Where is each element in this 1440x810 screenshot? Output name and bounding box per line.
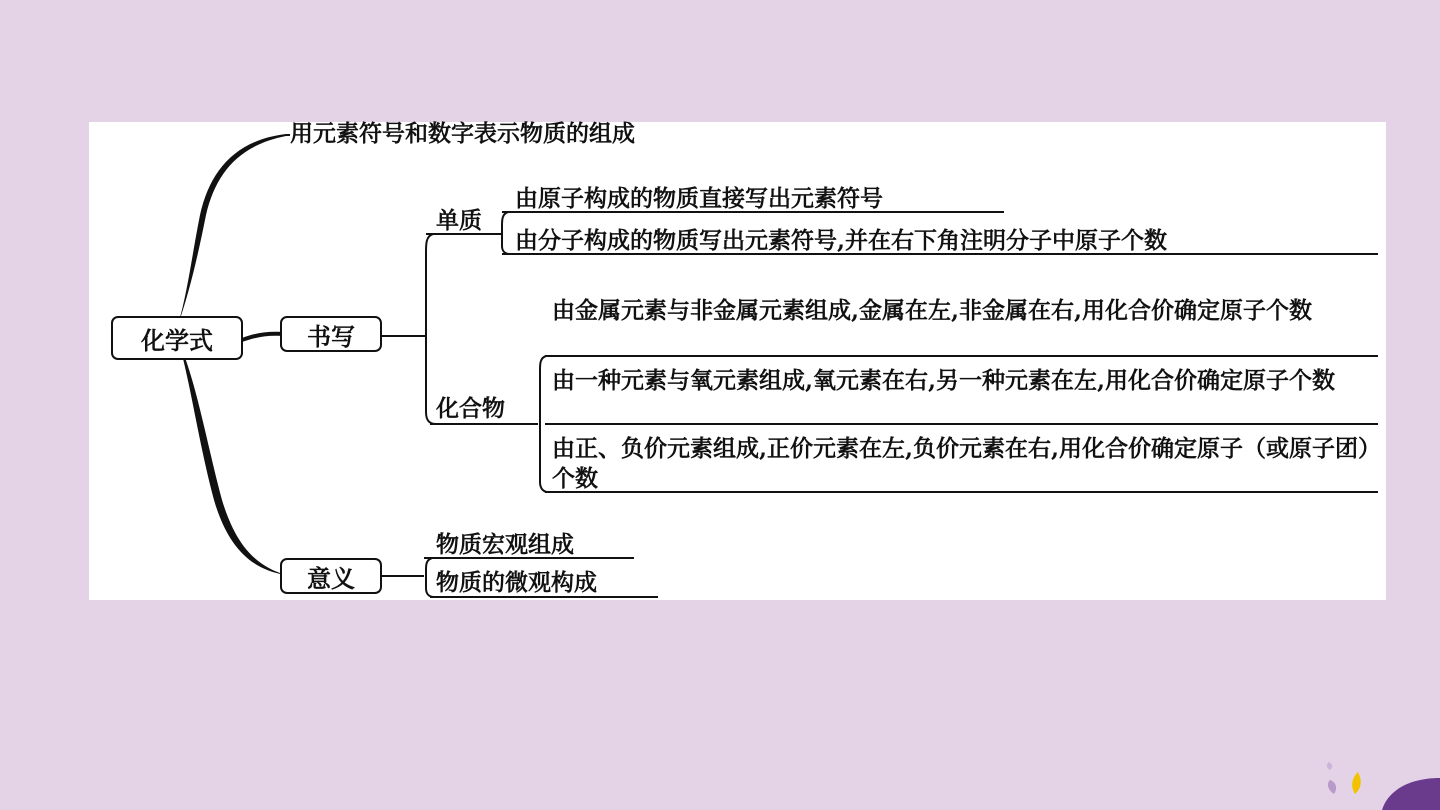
compound-label: 化合物	[436, 395, 505, 422]
element-rule-1: 由原子构成的物质直接写出元素符号	[515, 185, 883, 212]
meaning-item-1: 物质宏观组成	[436, 531, 574, 558]
writing-node: 书写	[280, 316, 382, 352]
definition-text: 用元素符号和数字表示物质的组成	[290, 120, 635, 147]
purple-leaf-small	[1328, 780, 1336, 794]
compound-rule-3: 由正、负价元素组成,正价元素在左,负价元素在右,用化合价确定原子（或原子团）个数	[552, 435, 1370, 492]
element-rule-2: 由分子构成的物质写出元素符号,并在右下角注明分子中原子个数	[515, 227, 1168, 254]
compound-rule-2: 由一种元素与氧元素组成,氧元素在右,另一种元素在左,用化合价确定原子个数	[552, 367, 1336, 394]
compound-rule-1: 由金属元素与非金属元素组成,金属在左,非金属在右,用化合价确定原子个数	[552, 297, 1313, 324]
root-node: 化学式	[111, 316, 243, 360]
yellow-leaf	[1352, 772, 1361, 794]
purple-leaf-large	[1382, 778, 1440, 810]
meaning-node: 意义	[280, 558, 382, 594]
meaning-item-2: 物质的微观构成	[436, 569, 597, 596]
corner-leaf-decoration	[1300, 750, 1440, 810]
purple-leaf-tiny	[1327, 762, 1332, 770]
element-label: 单质	[436, 207, 482, 234]
